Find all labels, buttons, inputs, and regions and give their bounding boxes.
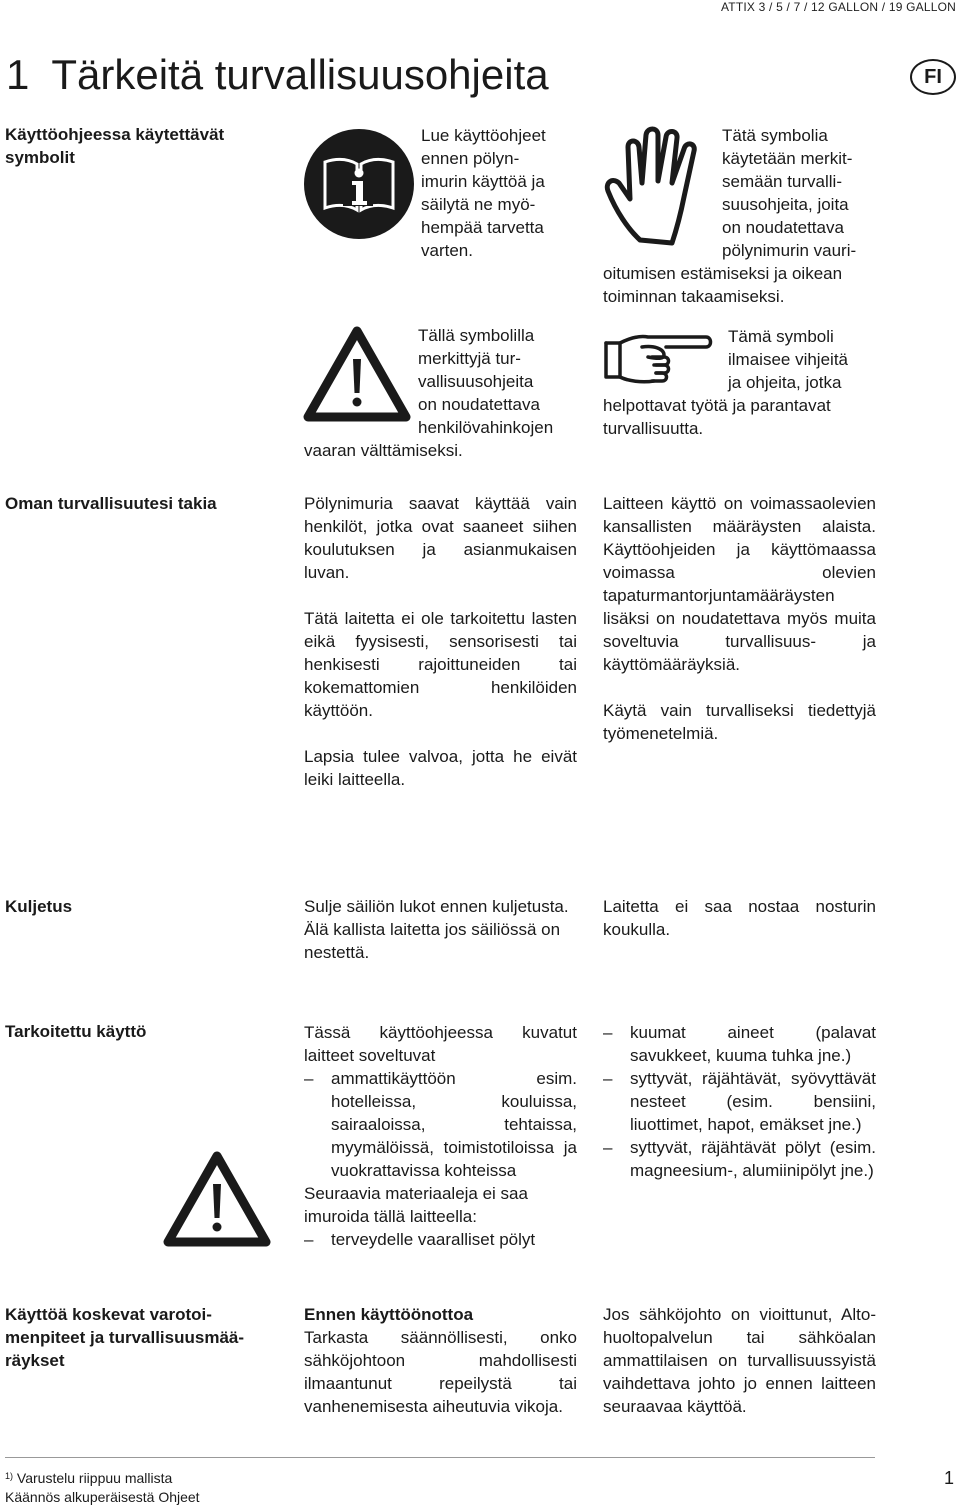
prohibited-materials-list-2 — [603, 1021, 876, 1182]
list-item: – syttyvät, räjähtävät pölyt (esim. magneesium-, alumiinipölyt jne.) — [603, 1136, 876, 1182]
read-manual-icon — [303, 128, 415, 240]
warning-symbol-note-bottom: vaaran välttämiseksi. — [304, 441, 463, 460]
page-number: 1 — [943, 1468, 954, 1488]
transport-col1 — [304, 895, 577, 964]
transport-label: Kuljetus — [5, 897, 73, 916]
hand-symbol-note-top: Tätä symbolia käytetään merkit- semään turvalli- suusohjeita, joita on noudatettava pölynimurin vauri- — [722, 126, 857, 260]
precautions-label — [5, 1303, 244, 1372]
precautions-label-line3: räykset — [5, 1351, 65, 1370]
list-item: – ammattikäyttöön esim. hotelleissa, kouluissa, sairaaloissa, tehtaissa, myymälöissä, toimistotiloissa ja vuokrattavissa kohteissa — [304, 1067, 577, 1182]
pointing-hand-icon — [602, 331, 714, 386]
own-safety-col1-p2: Tätä laitetta ei ole tarkoitettu lasten eikä fyysisesti, sensorisesti tai henkisesti rajoittuneiden tai kokemattomien henkilöiden käyttöön. — [304, 609, 577, 720]
warning-triangle-icon — [162, 1150, 272, 1248]
own-safety-col2-p1: Laitteen käyttö on voimassaolevien kansallisten määräysten alaista. Käyttöohjeiden ja käyttömaassa voimassa olevien tapaturmantorjuntamääräysten lisäksi on noudatettava myös muita soveltuvia turvallisuus- ja käyttömääräyksiä. — [603, 494, 876, 674]
translation-note: Käännös alkuperäisestä Ohjeet — [5, 1489, 200, 1505]
transport-col2: Laitetta ei saa nostaa nosturin koukulla. — [603, 897, 876, 939]
intended-use-col1 — [304, 1021, 577, 1251]
own-safety-col2-p2: Käytä vain turvalliseksi tiedettyjä työmenetelmiä. — [603, 701, 876, 743]
before-use-text: Tarkasta säännöllisesti, onko sähköjohtoon mahdollisesti ilmaantunut repeilystä tai vanhenemisesta aiheutuvia vikoja. — [304, 1328, 577, 1416]
own-safety-col1-p1: Pölynimuria saavat käyttää vain henkilöt, jotka ovat saaneet siihen koulutuksen ja asianmukaisen luvan. — [304, 494, 577, 582]
language-badge: FI — [910, 59, 956, 95]
warning-triangle-icon — [302, 325, 412, 423]
intended-use-col2 — [603, 1021, 876, 1182]
before-use-heading: Ennen käyttöönottoa — [304, 1305, 474, 1324]
precautions-col1 — [304, 1303, 577, 1418]
suitable-uses-list — [304, 1067, 577, 1182]
chapter-number: 1 — [6, 51, 30, 98]
pointer-symbol-note-bottom: helpottavat työtä ja parantavat turvallisuutta. — [603, 396, 831, 438]
list-item: – kuumat aineet (palavat savukkeet, kuuma tuhka jne.) — [603, 1021, 876, 1067]
footnote-divider — [5, 1457, 875, 1458]
prohibited-materials-list-1 — [304, 1228, 577, 1251]
pointer-symbol-note-top: Tämä symboli ilmaisee vihjeitä ja ohjeita, jotka — [728, 327, 848, 392]
model-line: ATTIX 3 / 5 / 7 / 12 GALLON / 19 GALLON — [720, 0, 956, 14]
own-safety-col1 — [304, 492, 577, 791]
footnote-text: Varustelu riippuu mallista — [16, 1470, 173, 1486]
prohibited-materials-intro: Seuraavia materiaaleja ei saa imuroida tällä laitteella: — [304, 1184, 528, 1226]
page-title — [6, 48, 549, 102]
warning-symbol-note-top: Tällä symbolilla merkittyjä tur- vallisuusohjeita on noudatettava henkilövahinkojen — [418, 326, 554, 437]
footnote-mark: 1) — [5, 1471, 14, 1481]
list-item: – syttyvät, räjähtävät, syövyttävät nesteet (esim. bensiini, liuottimet, hapot, emäkset jne.) — [603, 1067, 876, 1136]
list-item: – terveydelle vaaralliset pölyt — [304, 1228, 577, 1251]
hand-symbol-note-bottom: oitumisen estämiseksi ja oikean toiminnan takaamiseksi. — [603, 264, 843, 306]
manual-symbol-note: Lue käyttöohjeet ennen pölyn- imurin käyttöä ja säilytä ne myö- hempää tarvetta varten. — [421, 126, 546, 260]
footnote — [5, 1469, 172, 1487]
own-safety-col1-p3: Lapsia tulee valvoa, jotta he eivät leiki laitteella. — [304, 747, 577, 789]
symbols-label-line2: symbolit — [5, 148, 75, 167]
intended-use-intro: Tässä käyttöohjeessa kuvatut laitteet soveltuvat — [304, 1023, 577, 1065]
transport-col1-p2: Älä kallista laitetta jos säiliössä on nestettä. — [304, 920, 561, 962]
chapter-title: Tärkeitä turvallisuusohjeita — [51, 51, 549, 98]
precautions-label-line2: menpiteet ja turvallisuusmää- — [5, 1328, 245, 1347]
symbols-label-line1: Käyttöohjeessa käytettävät — [5, 125, 225, 144]
stop-hand-icon — [602, 125, 712, 250]
own-safety-label: Oman turvallisuutesi takia — [5, 494, 217, 513]
own-safety-col2 — [603, 492, 876, 745]
symbols-section-label — [5, 123, 224, 169]
precautions-label-line1: Käyttöä koskevat varotoi- — [5, 1305, 212, 1324]
transport-col1-p1: Sulje säiliön lukot ennen kuljetusta. — [304, 897, 569, 916]
intended-use-label: Tarkoitettu käyttö — [5, 1022, 147, 1041]
precautions-col2: Jos sähköjohto on vioittunut, Alto-huoltopalvelun tai sähköalan ammattilaisen on turvallisuussyistä vaihdettava johto jo ennen laitteen seuraavaa käyttöä. — [603, 1305, 876, 1416]
